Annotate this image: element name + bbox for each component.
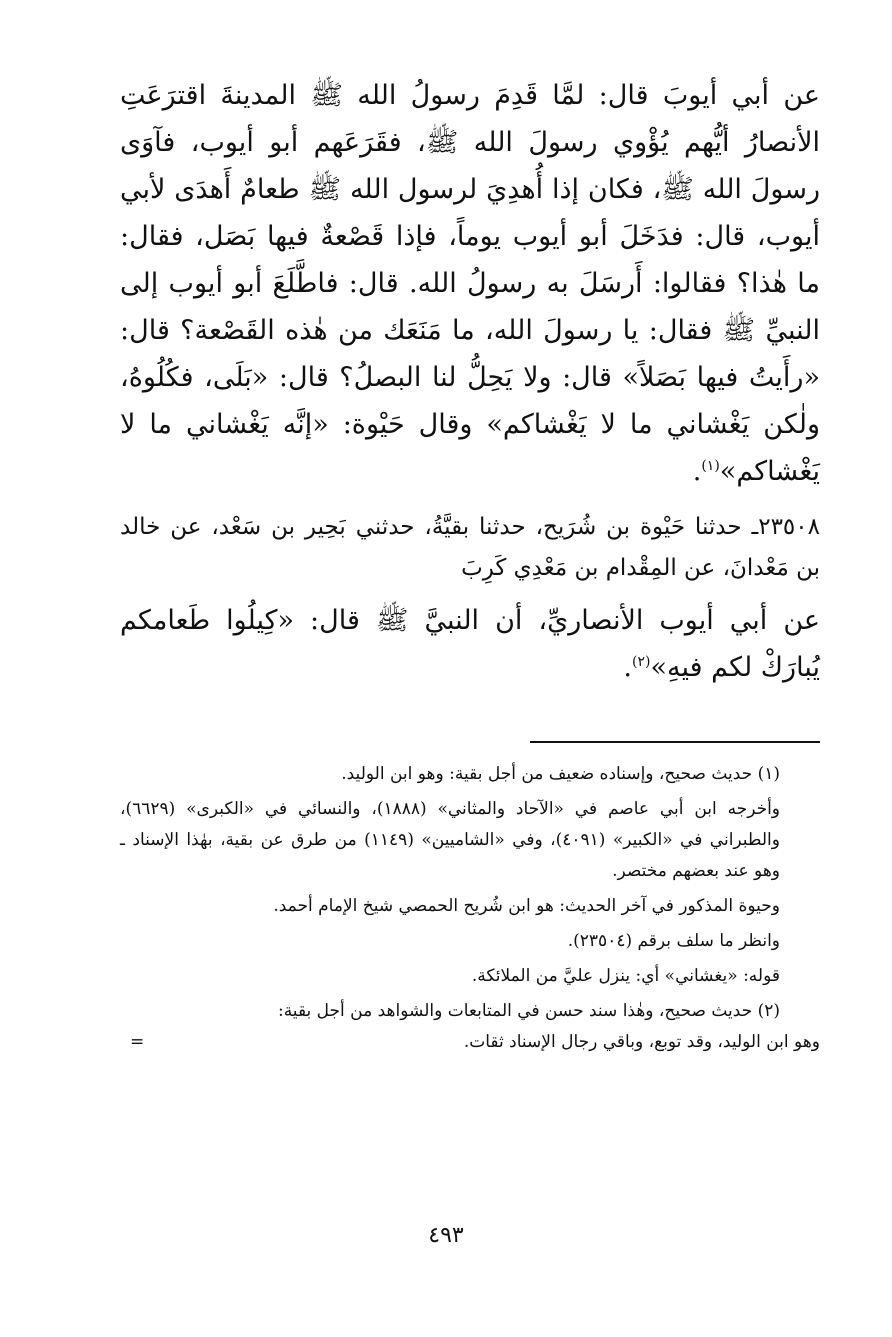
footnote-2-line-1: (٢) حديث صحيح، وهٰذا سند حسن في المتابعات والشواهد من أجل بقية: (277, 1001, 780, 1021)
footnotes (120, 759, 820, 1058)
isnad-23508: ٢٣٥٠٨ـ حدثنا حَيْوة بن شُرَيح، حدثنا بقيَّةُ، حدثني بَحِير بن سَعْد، عن خالد بن مَعْدانَ، عن المِقْدام بن مَعْدِي كَرِبَ (120, 514, 820, 581)
footnote-1-line: (١) حديث صحيح، وإسناده ضعيف من أجل بقية: وهو ابن الوليد. (341, 764, 780, 784)
hadith-text-2: عن أبي أيوب الأنصاريِّ، أن النبيَّ ﷺ قال: «كِيلُوا طَعامكم يُبارَكْ لكم فيهِ»$^{(٢)}$. (120, 605, 820, 683)
footnote-divider (530, 741, 820, 743)
footnote-1-sources: وأخرجه ابن أبي عاصم في «الآحاد والمثاني» (١٨٨٨)، والنسائي في «الكبرى» (٦٦٢٩)، والطبراني في «الكبير» (٤٠٩١)، وفي «الشاميين» (١١٤٩) من طرق عن بقية، بهٰذا الإسناد ـ وهو عند بعضهم مختصر. (120, 799, 781, 881)
footnote-2-line-2: وهو ابن الوليد، وقد توبع، وباقي رجال الإسناد ثقات. = (120, 1027, 820, 1058)
page-number: ٤٩٣ (428, 1223, 464, 1248)
footnote-1-gloss: قوله: «يغشاني» أي: ينزل عليَّ من الملائكة. (471, 966, 780, 986)
footnote-1-see-also: وانظر ما سلف برقم (٢٣٥٠٤). (567, 931, 780, 951)
footnote-1-hayawa: وحيوة المذكور في آخر الحديث: هو ابن شُريح الحمصي شيخ الإمام أحمد. (273, 896, 780, 916)
page-body (120, 72, 820, 1058)
footnote-ref-1: (١) (701, 458, 720, 474)
footnote-ref-2: (٢) (632, 654, 651, 670)
main-text (120, 72, 820, 691)
hadith-text-1: عن أبي أيوبَ قال: لمَّا قَدِمَ رسولُ الله ﷺ المدينةَ اقترَعَتِ الأنصارُ أيُّهم يُؤْوي رسولَ الله ﷺ، فقَرَعَهم أبو أيوب، فآوَى رسولَ الله ﷺ، فكان إذا أُهدِيَ لرسول الله ﷺ طعامٌ أَهدَى لأبي أيوب، قال: فدَخَلَ أبو أيوب يوماً، فإذا قَصْعةٌ فيها بَصَل، فقال: ما هٰذا؟ فقالوا: أَرسَلَ به رسولُ الله. قال: فاطَّلَعَ أبو أيوب إلى النبيِّ ﷺ فقال: يا رسولَ الله، ما مَنَعَك من هٰذه القَصْعة؟ قال: «رأَيتُ فيها بَصَلاً» قال: ولا يَحِلُّ لنا البصلُ؟ قال: «بَلَى، فكُلُوهُ، ولٰكن يَغْشاني ما لا يَغْشاكم» وقال حَيْوة: «إنَّه يَغْشاني ما لا يَغْشاكم»$^{(١)}$. (120, 80, 820, 487)
continuation-mark: = (130, 1032, 145, 1052)
